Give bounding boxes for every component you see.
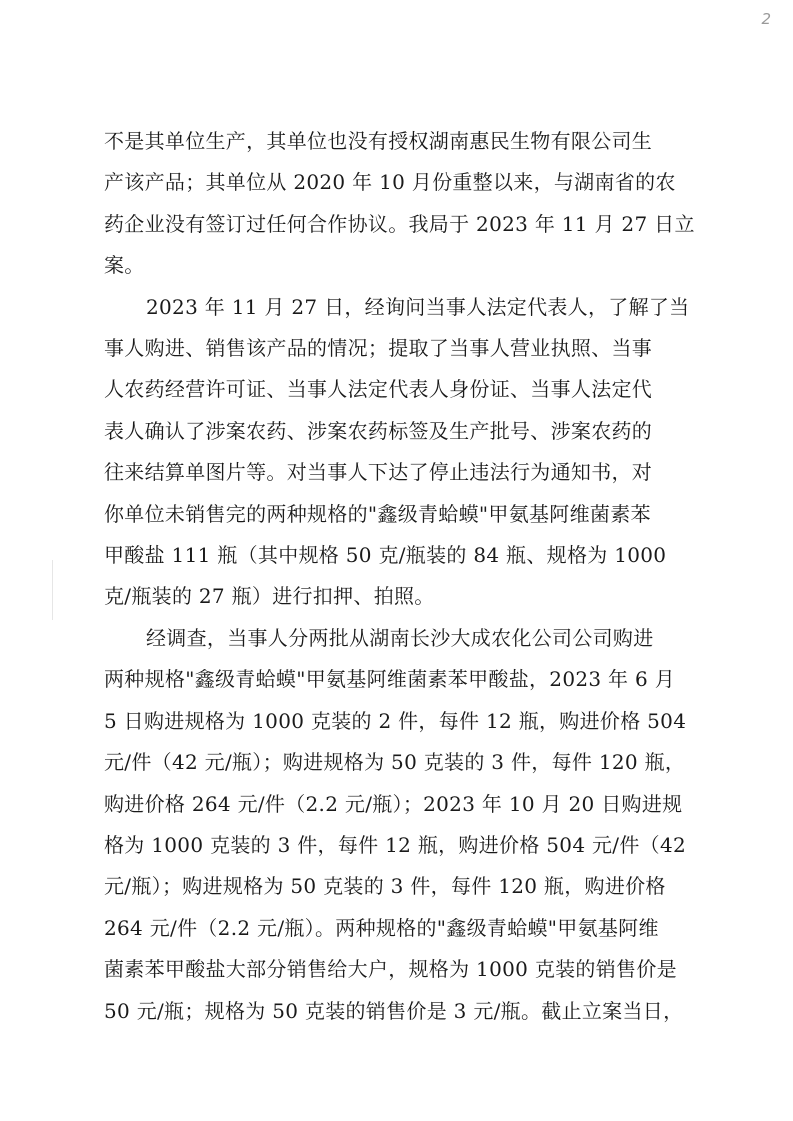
paragraph-case-filing <box>104 121 694 287</box>
text-line: 药企业没有签订过任何合作协议。我局于 2023 年 11 月 27 日立 <box>104 211 695 236</box>
text-line: 甲酸盐 111 瓶（其中规格 50 克/瓶装的 84 瓶、规格为 1000 <box>104 543 667 568</box>
paragraph-investigation <box>104 618 694 1032</box>
scan-artifact <box>52 560 53 620</box>
text-line: 案。 <box>104 253 145 278</box>
text-line: 2023 年 11 月 27 日，经询问当事人法定代表人，了解了当 <box>146 294 690 319</box>
text-line: 格为 1000 克装的 3 件，每件 12 瓶，购进价格 504 元/件（42 <box>104 832 686 857</box>
text-line: 购进价格 264 元/件（2.2 元/瓶）；2023 年 10 月 20 日购进规 <box>104 791 683 816</box>
text-line: 表人确认了涉案农药、涉案农药标签及生产批号、涉案农药的 <box>104 418 653 443</box>
text-line: 人农药经营许可证、当事人法定代表人身份证、当事人法定代 <box>104 377 653 402</box>
text-line: 事人购进、销售该产品的情况；提取了当事人营业执照、当事 <box>104 336 653 361</box>
text-line: 往来结算单图片等。对当事人下达了停止违法行为通知书，对 <box>104 460 653 485</box>
document-body <box>104 121 694 1032</box>
text-line: 50 元/瓶；规格为 50 克装的销售价是 3 元/瓶。截止立案当日， <box>104 998 684 1023</box>
text-line: 两种规格"鑫级青蛤蟆"甲氨基阿维菌素苯甲酸盐，2023 年 6 月 <box>104 667 675 692</box>
text-line: 不是其单位生产，其单位也没有授权湖南惠民生物有限公司生 <box>104 129 653 153</box>
text-line: 菌素苯甲酸盐大部分销售给大户，规格为 1000 克装的销售价是 <box>104 957 677 982</box>
text-line: 元/件（42 元/瓶）；购进规格为 50 克装的 3 件，每件 120 瓶， <box>104 750 686 775</box>
text-line: 你单位未销售完的两种规格的"鑫级青蛤蟆"甲氨基阿维菌素苯 <box>104 501 651 526</box>
page-number: 2 <box>761 10 771 28</box>
text-line: 264 元/件（2.2 元/瓶）。两种规格的"鑫级青蛤蟆"甲氨基阿维 <box>104 915 659 940</box>
text-line: 经调查，当事人分两批从湖南长沙大成农化公司公司购进 <box>146 625 654 650</box>
paragraph-inquiry <box>104 287 694 618</box>
text-line: 产该产品；其单位从 2020 年 10 月份重整以来，与湖南省的农 <box>104 170 676 195</box>
text-line: 元/瓶）；购进规格为 50 克装的 3 件，每件 120 瓶，购进价格 <box>104 874 666 899</box>
text-line: 克/瓶装的 27 瓶）进行扣押、拍照。 <box>104 584 435 609</box>
text-line: 5 日购进规格为 1000 克装的 2 件，每件 12 瓶，购进价格 504 <box>104 708 687 733</box>
